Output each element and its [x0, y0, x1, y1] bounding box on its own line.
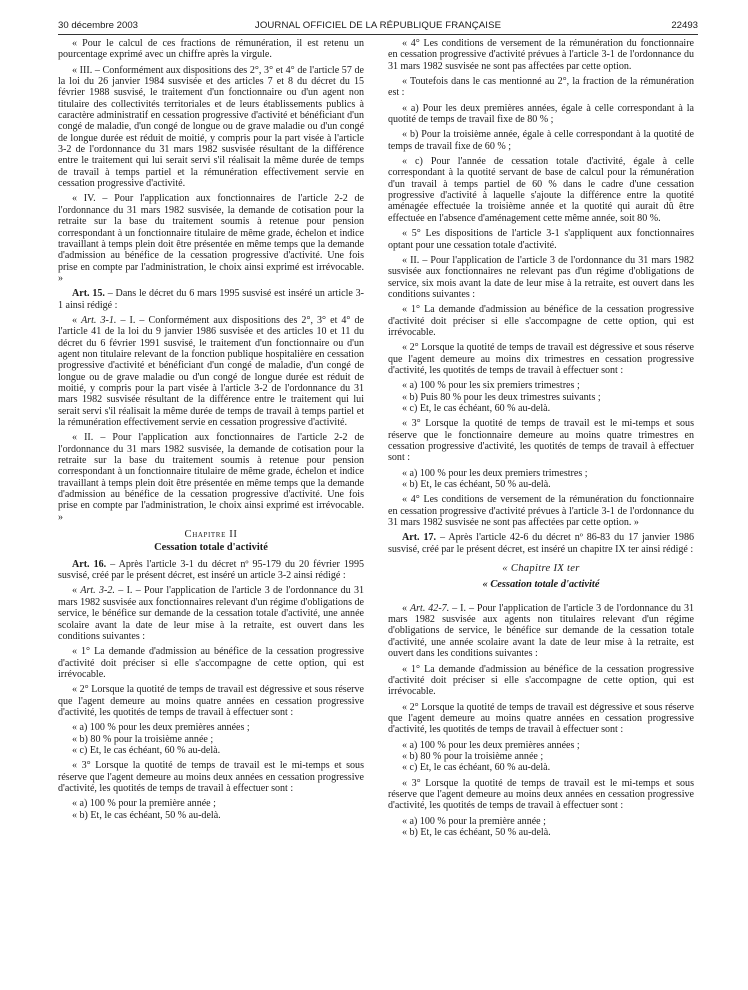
list-item: « a) 100 % pour les deux premières années ; [402, 739, 580, 751]
article-label: Art. 42-7. [409, 602, 450, 614]
paragraph: « II. – Pour l'application aux fonctionnaires de l'article 2-2 de l'ordonnance du 31 mars 1982 susvisée, la demande de cotisation pour la retraite sur la base du traitement soumis à retenue pour pension correspondant à un fonctionnaire titulaire de même grade, échelon et indice travaillant à temps plein doit être présentée en même temps que la demande d'admission au bénéfice de la cessation progressive d'activité. Une fois prise en compte par l'administration, le choix ainsi exprimé est irrévocable. » [58, 432, 364, 523]
paragraph: « b) Pour la troisième année, égale à celle correspondant à la quotité de temps de travail fixe de 60 % ; [388, 129, 694, 152]
paragraph: « 1° La demande d'admission au bénéfice de la cessation progressive d'activité doit préciser si elle s'accompagne de cette option, qui est irrévocable. [388, 663, 694, 698]
header-date: 30 décembre 2003 [58, 20, 139, 31]
list-item: « b) Et, le cas échéant, 50 % au-delà. [72, 809, 221, 821]
right-column [388, 38, 694, 842]
paragraph: « a) Pour les deux premières années, égale à celle correspondant à la quotité de temps de travail fixe de 80 % ; [388, 102, 694, 126]
list-item: « a) 100 % pour les six premiers trimestres ; [402, 380, 580, 392]
journal-title: JOURNAL OFFICIEL DE LA RÉPUBLIQUE FRANÇAISE [254, 20, 502, 31]
article-label: Art. 3-1. [81, 314, 117, 326]
paragraph: « c) Pour l'année de cessation totale d'activité, égale à celle correspondant à la quotité servant de base de calcul pour la rémunération d'un travail à temps partiel de 60 % dans le cadre d'une cessation progressive d'activité à laquelle s'ajoute la différence entre la quotité aménagée effectuée la troisième année et la quotité qui aurait dû être effectuée en l'absence d'aménagement cette même année, soit 80 %. [388, 156, 694, 224]
paragraph: « 3° Lorsque la quotité de temps de travail est le mi-temps et sous réserve que le fonctionnaire demeure au moins quatre trimestres en cessation progressive d'activité, les quotités de temps de travail à effectuer sont : [388, 418, 694, 464]
list-item: « a) 100 % pour les deux premières années ; [72, 722, 250, 734]
paragraph: « III. – Conformément aux dispositions des 2°, 3° et 4° de l'article 57 de la loi du 26 janvier 1984 susvisée et des articles 7 et 8 du décret du 15 février 1988 susvisé, le traitement d'un fonctionnaire ou d'un agent non titulaire des collectivités territoriales et de leurs établissements publics à caractère administratif en cessation progressive d'activité et bénéficiant d'un congé de maladie, d'un congé de longue ou de grave maladie ou d'un congé de longue durée est réduit de moitié, y compris pour la part visée à l'article 3-2 de l'ordonnance du 31 mars 1982 susvisée résultant de la différence entre le traitement qui lui serait servi s'il réalisait la même durée de temps de travail à temps partiel et la rémunération effectivement servie en cessation progressive d'activité. [58, 64, 364, 190]
paragraph: « 1° La demande d'admission au bénéfice de la cessation progressive d'activité doit préciser si elle s'accompagne de cette option, qui est irrévocable. [388, 304, 694, 338]
paragraph: « 3° Lorsque la quotité de temps de travail est le mi-temps et sous réserve que l'agent demeure au moins deux années en cessation progressive d'activité, les quotités de temps de travail à effectuer sont : [388, 777, 694, 812]
article-15 [58, 288, 364, 311]
chapter-heading: « Chapitre IX ter [502, 563, 580, 575]
paragraph: « 3° Lorsque la quotité de temps de travail est le mi-temps et sous réserve que l'agent demeure au moins deux années en cessation progressive d'activité, les quotités de temps de travail à effectuer sont : [58, 760, 364, 794]
left-column [58, 38, 364, 825]
list-item: « c) Et, le cas échéant, 60 % au-delà. [72, 744, 221, 756]
list-item: « a) 100 % pour les deux premiers trimestres ; [402, 467, 588, 479]
list-item: « b) Puis 80 % pour les deux trimestres suivants ; [402, 391, 601, 403]
article-text: – I. – Conformément aux dispositions des 2°, 3° et 4° de l'article 41 de la loi du 9 janvier 1986 susvisée et des articles 10 et 11 du décret du 6 février 1991 susvisé, le traitement d'un fonctionnaire ou d'un agent non titulaire relevant de la fonction publique hospitalière en cessation progressive d'activité et bénéficiant d'un congé de maladie, d'un congé de longue ou de grave maladie ou d'un congé de longue durée est réduit de moitié, y compris pour la part visée à l'article 3-2 de l'ordonnance du 31 mars 1982 susvisée résultant de la différence entre le traitement qui lui serait servi s'il réalisait la même durée de temps de travail à temps partiel et la rémunération effectivement servie en cessation progressive d'activité. [58, 314, 364, 428]
article-17 [388, 532, 694, 555]
list-item: « c) Et, le cas échéant, 60 % au-delà. [402, 402, 551, 414]
paragraph: « 5° Les dispositions de l'article 3-1 s'appliquent aux fonctionnaires optant pour une cessation totale d'activité. [388, 228, 694, 251]
article-label: Art. 16. [72, 558, 107, 570]
paragraph: « 2° Lorsque la quotité de temps de travail est dégressive et sous réserve que l'agent demeure au moins quatre années en cessation progressive d'activité, les quotités de temps de travail à effectuer sont : [388, 701, 694, 736]
page-number: 22493 [671, 20, 698, 31]
list-item: « b) Et, le cas échéant, 50 % au-delà. [402, 479, 551, 491]
article-text: – Dans le décret du 6 mars 1995 susvisé est inséré un article 3-1 ainsi rédigé : [58, 288, 364, 311]
chapter-heading: Chapitre II [184, 529, 238, 541]
article-42-7 [388, 603, 694, 660]
chapter-title: « Cessation totale d'activité [482, 579, 600, 591]
article-label: Art. 3-2. [80, 585, 115, 597]
article-text: – Après l'article 42-6 du décret nº 86-83 du 17 janvier 1986 susvisé, créé par le présent décret, est inséré un chapitre IX ter ainsi rédigé : [388, 532, 694, 555]
quote-mark: « [72, 585, 81, 597]
paragraph: « 1° La demande d'admission au bénéfice de la cessation progressive d'activité doit préciser si elle s'accompagne de cette option, qui est irrévocable. [58, 646, 364, 680]
paragraph: « Toutefois dans le cas mentionné au 2°, la fraction de la rémunération est : [388, 76, 694, 99]
article-16 [58, 559, 364, 582]
article-label: Art. 15. [72, 288, 105, 300]
paragraph: « II. – Pour l'application de l'article 3 de l'ordonnance du 31 mars 1982 susvisée aux fonctionnaires ne relevant pas d'un régime d'obligations de service, six mois avant la date de leur mise à la retraite, est ouvert dans les conditions suivantes : [388, 254, 694, 300]
article-text: – I. – Pour l'application de l'article 3 de l'ordonnance du 31 mars 1982 susvisée aux agents non titulaires relevant d'un régime d'obligations de service, le bénéfice sur demande de la cessation totale d'activité, une année scolaire avant la date de leur mise à la retraite, est ouvert dans les conditions suivantes : [388, 602, 694, 660]
article-3-1 [58, 315, 364, 428]
chapter-title: Cessation totale d'activité [154, 542, 268, 554]
article-text: – Après l'article 3-1 du décret nº 95-179 du 20 février 1995 susvisé, créé par le présent décret, est inséré un article 3-2 ainsi rédigé : [58, 558, 364, 582]
list-item: « b) Et, le cas échéant, 50 % au-delà. [402, 826, 551, 838]
paragraph: « 4° Les conditions de versement de la rémunération du fonctionnaire en cessation progressive d'activité prévues à l'article 3-1 de l'ordonnance du 31 mars 1982 susvisée ne sont pas affectées par cette option. » [388, 494, 694, 529]
article-label: Art. 17. [402, 532, 437, 544]
paragraph: « IV. – Pour l'application aux fonctionnaires de l'article 2-2 de l'ordonnance du 31 mars 1982 susvisée, la demande de cotisation pour la retraite sur la base du traitement soumis à retenue pour pension correspondant à un fonctionnaire titulaire de même grade, échelon et indice travaillant à temps plein doit être présentée en même temps que la demande d'admission au bénéfice de la cessation progressive d'activité. Une fois prise en compte par l'administration, le choix ainsi exprimé est irrévocable. » [58, 193, 364, 284]
paragraph: « 2° Lorsque la quotité de temps de travail est dégressive et sous réserve que l'agent demeure au moins dix trimestres en cessation progressive d'activité, les quotités de temps de travail à effectuer sont : [388, 342, 694, 376]
list-item: « a) 100 % pour la première année ; [72, 798, 216, 810]
quote-mark: « [402, 602, 410, 614]
list-item: « b) 80 % pour la troisième année ; [72, 733, 214, 745]
header-rule [58, 34, 698, 35]
article-3-2 [58, 585, 364, 642]
list-item: « b) 80 % pour la troisième année ; [402, 750, 544, 762]
list-item: « c) Et, le cas échéant, 60 % au-delà. [402, 762, 551, 774]
paragraph: « 2° Lorsque la quotité de temps de travail est dégressive et sous réserve que l'agent demeure au moins quatre années en cessation progressive d'activité, les quotités de temps de travail à effectuer sont : [58, 684, 364, 718]
paragraph: « Pour le calcul de ces fractions de rémunération, il est retenu un pourcentage exprimé avec un chiffre après la virgule. [58, 38, 364, 61]
paragraph: « 4° Les conditions de versement de la rémunération du fonctionnaire en cessation progressive d'activité prévues à l'article 3-1 de l'ordonnance du 31 mars 1982 susvisée ne sont pas affectées par cette option. [388, 38, 694, 72]
page-header [58, 18, 698, 32]
list-item: « a) 100 % pour la première année ; [402, 815, 546, 827]
quote-mark: « [72, 314, 82, 326]
article-text: – I. – Pour l'application de l'article 3 de l'ordonnance du 31 mars 1982 susvisée aux fonctionnaires relevant d'un régime d'obligations de service, le bénéfice sur demande de la cessation totale d'activité, une année scolaire avant la date de leur mise à la retraite, est ouvert dans les conditions suivantes : [58, 585, 364, 642]
